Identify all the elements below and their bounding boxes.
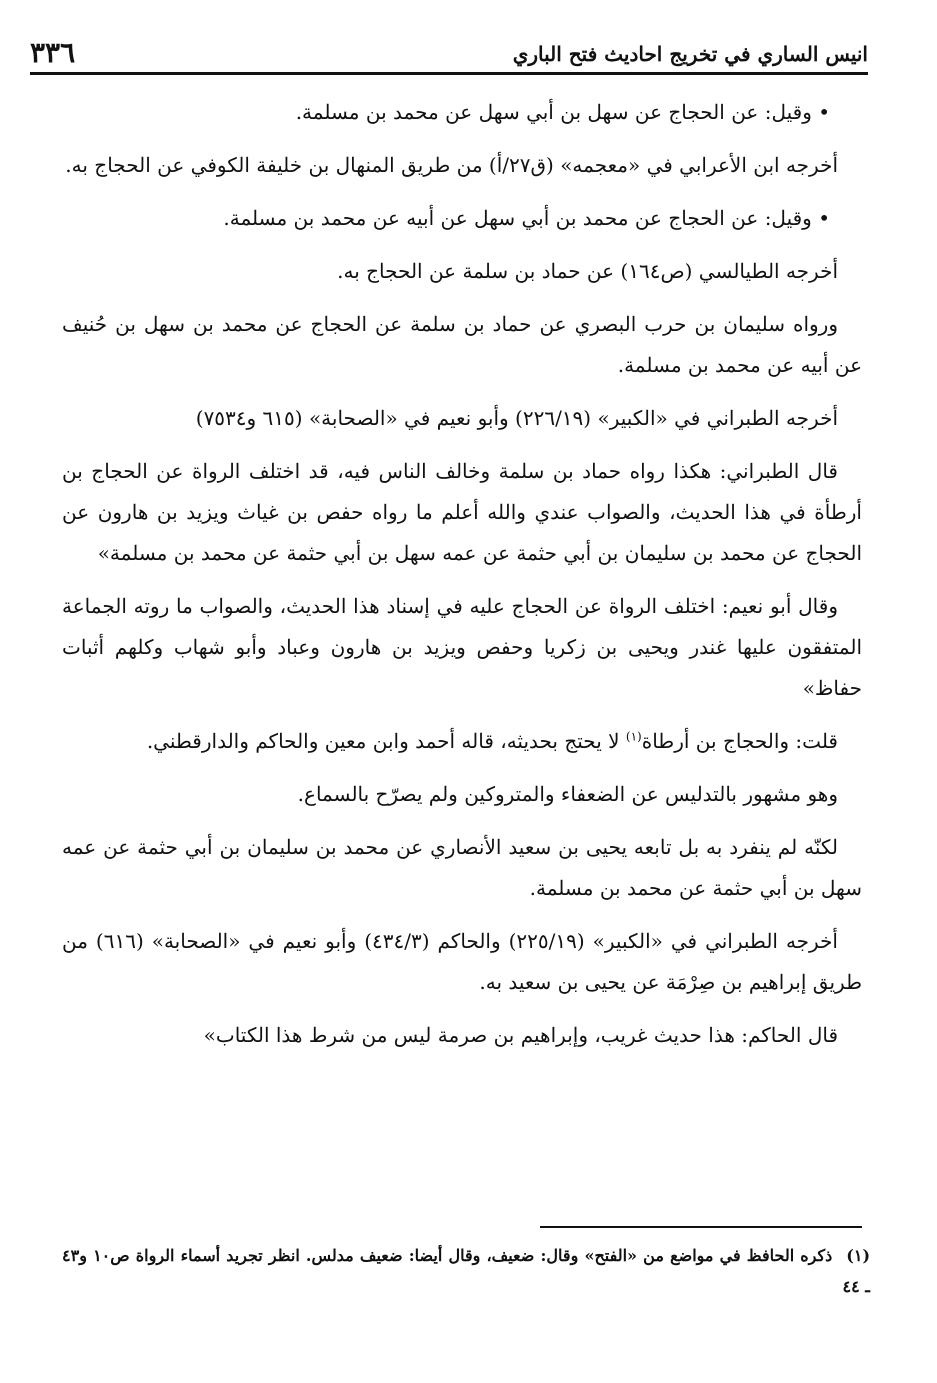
paragraph-11: لكنّه لم ينفرد به بل تابعه يحيى بن سعيد الأنصاري عن محمد بن سليمان بن أبي حثمة عن عمه سهل بن أبي حثمة عن محمد بن مسلمة.	[62, 835, 862, 900]
paragraph-4: أخرجه الطيالسي (ص١٦٤) عن حماد بن سلمة عن الحجاج به.	[337, 259, 838, 283]
footnote-reference[interactable]: (١)	[625, 729, 642, 744]
page-number: ٣٣٦	[30, 36, 76, 69]
paragraph-1: • وقيل: عن الحجاج عن سهل بن أبي سهل عن محمد بن مسلمة.	[295, 100, 830, 124]
page-body	[62, 92, 862, 1068]
footnote-number: (١)	[846, 1246, 871, 1265]
page-header	[30, 30, 868, 75]
paragraph-7: قال الطبراني: هكذا رواه حماد بن سلمة وخالف الناس فيه، قد اختلف الرواة عن الحجاج بن أرطأة في هذا الحديث، والصواب عندي والله أعلم ما رواه حفص بن غياث ويزيد بن هارون عن الحجاج عن محمد بن سليمان بن أبي حثمة عن عمه سهل بن أبي حثمة عن محمد بن مسلمة»	[62, 459, 862, 565]
footnotes	[62, 1240, 870, 1302]
paragraph-2: أخرجه ابن الأعرابي في «معجمه» (ق٢٧/أ) من طريق المنهال بن خليفة الكوفي عن الحجاج به.	[65, 153, 838, 177]
footnote-1	[62, 1240, 870, 1302]
paragraph-13: قال الحاكم: هذا حديث غريب، وإبراهيم بن صرمة ليس من شرط هذا الكتاب»	[203, 1023, 838, 1047]
paragraph-6: أخرجه الطبراني في «الكبير» (٢٢٦/١٩) وأبو نعيم في «الصحابة» (٦١٥ و٧٥٣٤)	[195, 406, 838, 430]
running-title: انيس الساري في تخريج احاديث فتح الباري	[512, 42, 868, 66]
paragraph-12: أخرجه الطبراني في «الكبير» (٢٢٥/١٩) والحاكم (٤٣٤/٣) وأبو نعيم في «الصحابة» (٦١٦) من طريق إبراهيم بن صِرْمَة عن يحيى بن سعيد به.	[62, 929, 862, 994]
paragraph-9-text-start: قلت: والحجاج بن أرطاة	[641, 729, 838, 753]
footnote-divider	[540, 1226, 862, 1228]
footnote-text: ذكره الحافظ في مواضع من «الفتح» وقال: ضعيف، وقال أيضا: ضعيف مدلس. انظر تجريد أسماء الرواة ص١٠ و٤٣ ـ ٤٤	[62, 1246, 870, 1296]
paragraph-8: وقال أبو نعيم: اختلف الرواة عن الحجاج عليه في إسناد هذا الحديث، والصواب ما روته الجماعة المتفقون عليها غندر ويحيى بن زكريا وحفص ويزيد بن هارون وعباد وأبو شهاب وكلهم أثبات حفاظ»	[62, 594, 862, 700]
paragraph-3: • وقيل: عن الحجاج عن محمد بن أبي سهل عن أبيه عن محمد بن مسلمة.	[223, 206, 830, 230]
paragraph-5: ورواه سليمان بن حرب البصري عن حماد بن سلمة عن الحجاج عن محمد بن سهل بن حُنيف عن أبيه عن محمد بن مسلمة.	[62, 312, 862, 377]
paragraph-9-text-end: لا يحتج بحديثه، قاله أحمد وابن معين والحاكم والدارقطني.	[146, 729, 626, 753]
paragraph-10: وهو مشهور بالتدليس عن الضعفاء والمتروكين ولم يصرّح بالسماع.	[297, 782, 838, 806]
paragraph-9	[62, 721, 862, 762]
